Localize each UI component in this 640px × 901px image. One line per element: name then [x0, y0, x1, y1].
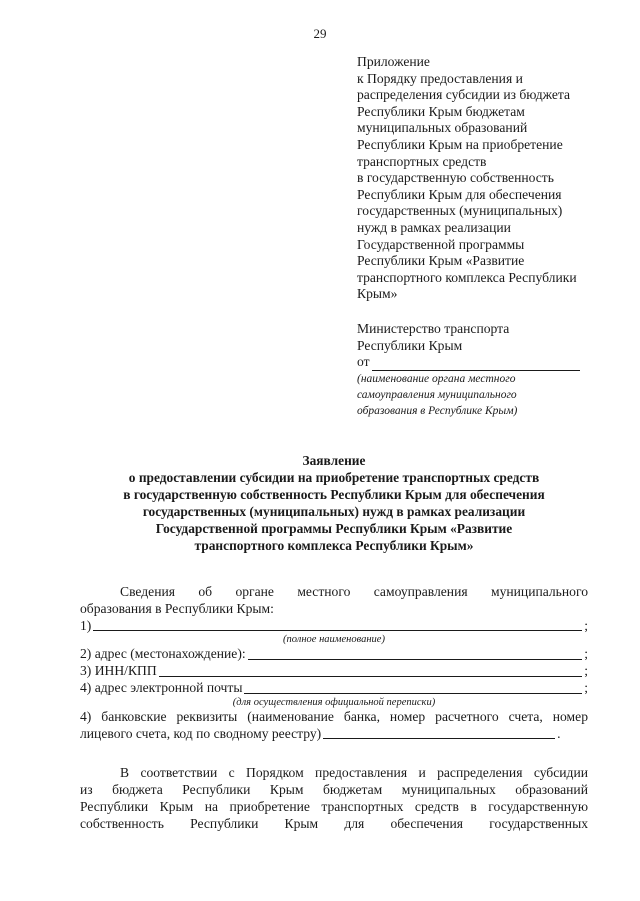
title-line: государственных (муниципальных) нужд в рамках реализации [142, 504, 526, 519]
appendix-line: Крым» [357, 286, 398, 302]
appendix-line: транспортных средств [357, 153, 487, 169]
appendix-line: Приложение [357, 54, 430, 69]
field-end: ; [584, 646, 588, 662]
bank-details-line: 4) банковские реквизиты (наименование банка, номер расчетного счета, номер [80, 708, 588, 724]
appendix-line: Государственной программы [357, 236, 525, 252]
from-caption-line: образования в Республике Крым) [357, 404, 518, 417]
title-heading: Заявление [302, 453, 366, 468]
field-row-bank-details [80, 726, 588, 743]
appendix-line: к Порядку предоставления и [357, 70, 523, 86]
from-label: от [357, 354, 370, 370]
info-intro-line: Сведения об органе местного самоуправления муниципального [120, 584, 588, 599]
title-line: Государственной программы Республики Крым «Развитие [155, 521, 513, 536]
field-end: ; [584, 679, 588, 695]
field-end: ; [584, 617, 588, 633]
body-line: собственность Республики Крым для обеспечения государственных [80, 816, 588, 831]
body-paragraph [80, 764, 588, 832]
field-end: ; [584, 663, 588, 679]
address-field[interactable] [248, 647, 583, 660]
from-caption-line: (наименование органа местного [357, 372, 516, 385]
email-caption: (для осуществления официальной переписки) [232, 696, 436, 708]
title-line: транспортного комплекса Республики Крым» [194, 538, 474, 553]
email-field[interactable] [244, 681, 582, 694]
page-number: 29 [313, 26, 327, 41]
field-label: 3) ИНН/КПП [80, 663, 157, 679]
info-intro-line: образования в Республики Крым: [80, 600, 274, 616]
field-label: 2) адрес (местонахождение): [80, 646, 246, 662]
full-name-field[interactable] [93, 618, 582, 631]
inn-kpp-field[interactable] [159, 664, 583, 677]
field-label: лицевого счета, код по сводному реестру) [80, 725, 322, 741]
appendix-line: Республики Крым для обеспечения [357, 186, 562, 202]
body-line: из бюджета Республики Крым бюджетам муниципальных образований [80, 782, 588, 797]
field-row-inn-kpp [80, 663, 588, 680]
addressee-block [357, 321, 627, 419]
bank-details-field[interactable] [323, 726, 555, 739]
body-line: В соответствии с Порядком предоставления и распределения субсидии [120, 765, 588, 780]
appendix-line: в государственную собственность [357, 170, 554, 186]
appendix-line: транспортного комплекса Республики [357, 269, 577, 285]
document-title [80, 452, 588, 554]
applicant-info [80, 584, 588, 742]
from-blank-field[interactable] [372, 357, 580, 371]
field-end: . [557, 725, 561, 741]
field-row-address [80, 646, 588, 663]
addressee-line: Министерство транспорта [357, 321, 510, 336]
body-line: Республики Крым на приобретение транспортных средств в государственную [80, 799, 588, 814]
title-line: о предоставлении субсидии на приобретение транспортных средств [128, 470, 540, 485]
field-label: 4) адрес электронной почты [80, 679, 243, 695]
full-name-caption: (полное наименование) [283, 634, 385, 646]
appendix-line: Республики Крым бюджетам [357, 103, 525, 119]
from-caption-line: самоуправления муниципального [357, 388, 517, 401]
field-row-email [80, 680, 588, 697]
appendix-line: Республики Крым на приобретение [357, 136, 563, 152]
addressee-line: Республики Крым [357, 337, 463, 353]
appendix-block [357, 54, 627, 303]
appendix-line: Республики Крым «Развитие [357, 253, 525, 269]
appendix-line: нужд в рамках реализации [357, 219, 511, 235]
from-line [357, 354, 627, 371]
appendix-line: государственных (муниципальных) [357, 203, 563, 219]
appendix-line: распределения субсидии из бюджета [357, 87, 571, 103]
field-row-full-name [80, 618, 588, 635]
appendix-line: муниципальных образований [357, 120, 528, 136]
title-line: в государственную собственность Республики Крым для обеспечения [123, 487, 545, 502]
field-label: 1) [80, 617, 92, 633]
